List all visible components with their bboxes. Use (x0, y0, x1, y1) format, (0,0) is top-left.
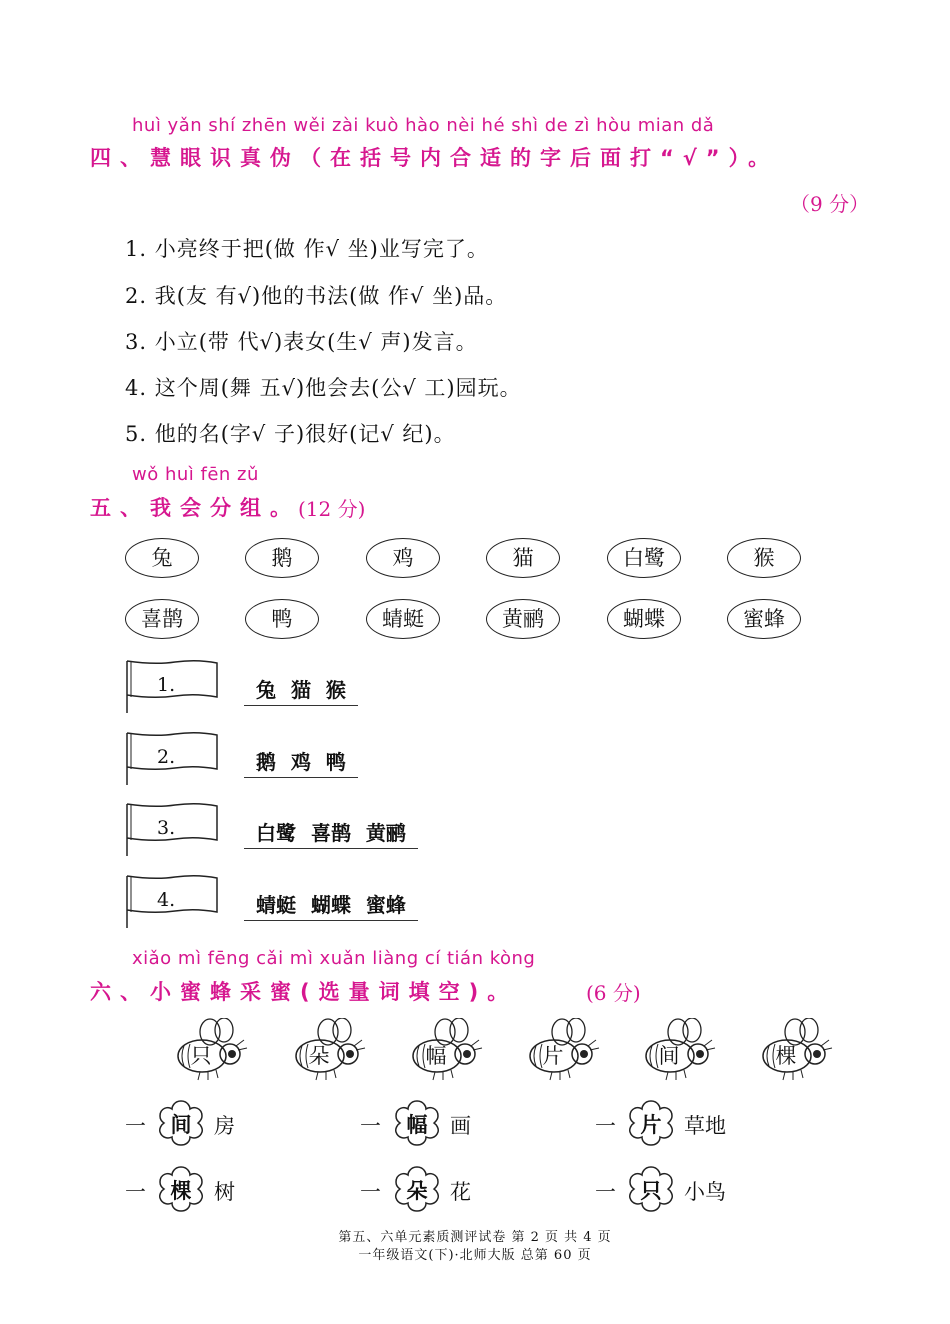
fill-prefix: 一 (595, 1114, 616, 1138)
section5-points: (12 分) (298, 497, 366, 521)
bee (170, 1018, 250, 1084)
fill-answer: 朵 (406, 1179, 428, 1203)
fill-noun: 小鸟 (684, 1180, 726, 1204)
flower (392, 1164, 442, 1214)
footer-line-2: 一年级语文(下)·北师大版 总第 60 页 (358, 1248, 592, 1263)
word-oval: 猴 (727, 538, 801, 578)
section4-title: 四、慧眼识真伪（在括号内合适的字后面打“√”）。 (90, 146, 779, 170)
group-number: 3. (157, 817, 176, 839)
bee (638, 1018, 718, 1084)
bee-word: 只 (190, 1044, 212, 1068)
group-flag-4 (125, 874, 219, 952)
flower (156, 1098, 206, 1148)
word-oval: 蜻蜓 (366, 599, 440, 639)
bee (288, 1018, 368, 1084)
group-answer-3: 白鹭 喜鹊 黄鹂 (244, 817, 418, 849)
bee-word: 幅 (425, 1044, 447, 1068)
section4-pinyin: huì yǎn shí zhēn wěi zài kuò hào nèi hé shì de zì hòu mian dǎ (132, 115, 715, 136)
bee-word: 间 (658, 1044, 680, 1068)
word-oval: 黄鹂 (486, 599, 560, 639)
bee-word: 朵 (308, 1044, 330, 1068)
section6-title: 六、小蜜蜂采蜜(选量词填空)。 (90, 980, 518, 1004)
fill-prefix: 一 (595, 1180, 616, 1204)
section4-question-1: 1. 小亮终于把(做 作√ 坐)业写完了。 (125, 237, 489, 261)
word-oval: 白鹭 (607, 538, 681, 578)
group-answer-1: 兔 猫 猴 (244, 674, 358, 706)
section4-question-3: 3. 小立(带 代√)表女(生√ 声)发言。 (125, 330, 478, 354)
group-flag-2 (125, 731, 219, 809)
bee-word: 片 (542, 1044, 564, 1068)
bee (522, 1018, 602, 1084)
section6-points: (6 分) (586, 981, 641, 1005)
section4-question-5: 5. 他的名(字√ 子)很好(记√ 纪)。 (125, 422, 456, 446)
group-number: 1. (157, 674, 176, 696)
word-oval: 猫 (486, 538, 560, 578)
fill-answer: 棵 (170, 1179, 192, 1203)
bee (405, 1018, 485, 1084)
group-flag-1 (125, 659, 219, 737)
fill-prefix: 一 (360, 1180, 381, 1204)
flower (626, 1164, 676, 1214)
fill-noun: 花 (450, 1180, 471, 1204)
flower (626, 1098, 676, 1148)
word-oval: 蜜蜂 (727, 599, 801, 639)
fill-noun: 房 (214, 1114, 235, 1138)
group-flag-3 (125, 802, 219, 880)
flower (156, 1164, 206, 1214)
word-oval: 鸭 (245, 599, 319, 639)
group-number: 4. (157, 889, 176, 911)
fill-answer: 片 (640, 1113, 662, 1137)
word-oval: 喜鹊 (125, 599, 199, 639)
fill-prefix: 一 (125, 1180, 146, 1204)
group-answer-4: 蜻蜓 蝴蝶 蜜蜂 (244, 889, 418, 921)
fill-noun: 画 (450, 1114, 471, 1138)
section5-title: 五、我会分组。 (90, 496, 300, 520)
word-oval: 鸡 (366, 538, 440, 578)
group-number: 2. (157, 746, 176, 768)
section6-pinyin: xiǎo mì fēng cǎi mì xuǎn liàng cí tián kòng (132, 948, 536, 969)
group-answer-2: 鹅 鸡 鸭 (244, 746, 358, 778)
fill-noun: 草地 (684, 1114, 726, 1138)
fill-prefix: 一 (360, 1114, 381, 1138)
bee-word: 棵 (775, 1044, 797, 1068)
fill-answer: 间 (170, 1113, 192, 1137)
section4-points: （9 分） (790, 192, 870, 216)
word-oval: 兔 (125, 538, 199, 578)
section4-question-2: 2. 我(友 有√)他的书法(做 作√ 坐)品。 (125, 284, 508, 308)
flower (392, 1098, 442, 1148)
section4-question-4: 4. 这个周(舞 五√)他会去(公√ 工)园玩。 (125, 376, 522, 400)
section5-pinyin: wǒ huì fēn zǔ (132, 464, 259, 485)
word-oval: 鹅 (245, 538, 319, 578)
fill-noun: 树 (214, 1180, 235, 1204)
fill-answer: 幅 (406, 1113, 428, 1137)
bee (755, 1018, 835, 1084)
word-oval: 蝴蝶 (607, 599, 681, 639)
footer-line-1: 第五、六单元素质测评试卷 第 2 页 共 4 页 (338, 1230, 612, 1245)
fill-prefix: 一 (125, 1114, 146, 1138)
fill-answer: 只 (640, 1179, 662, 1203)
